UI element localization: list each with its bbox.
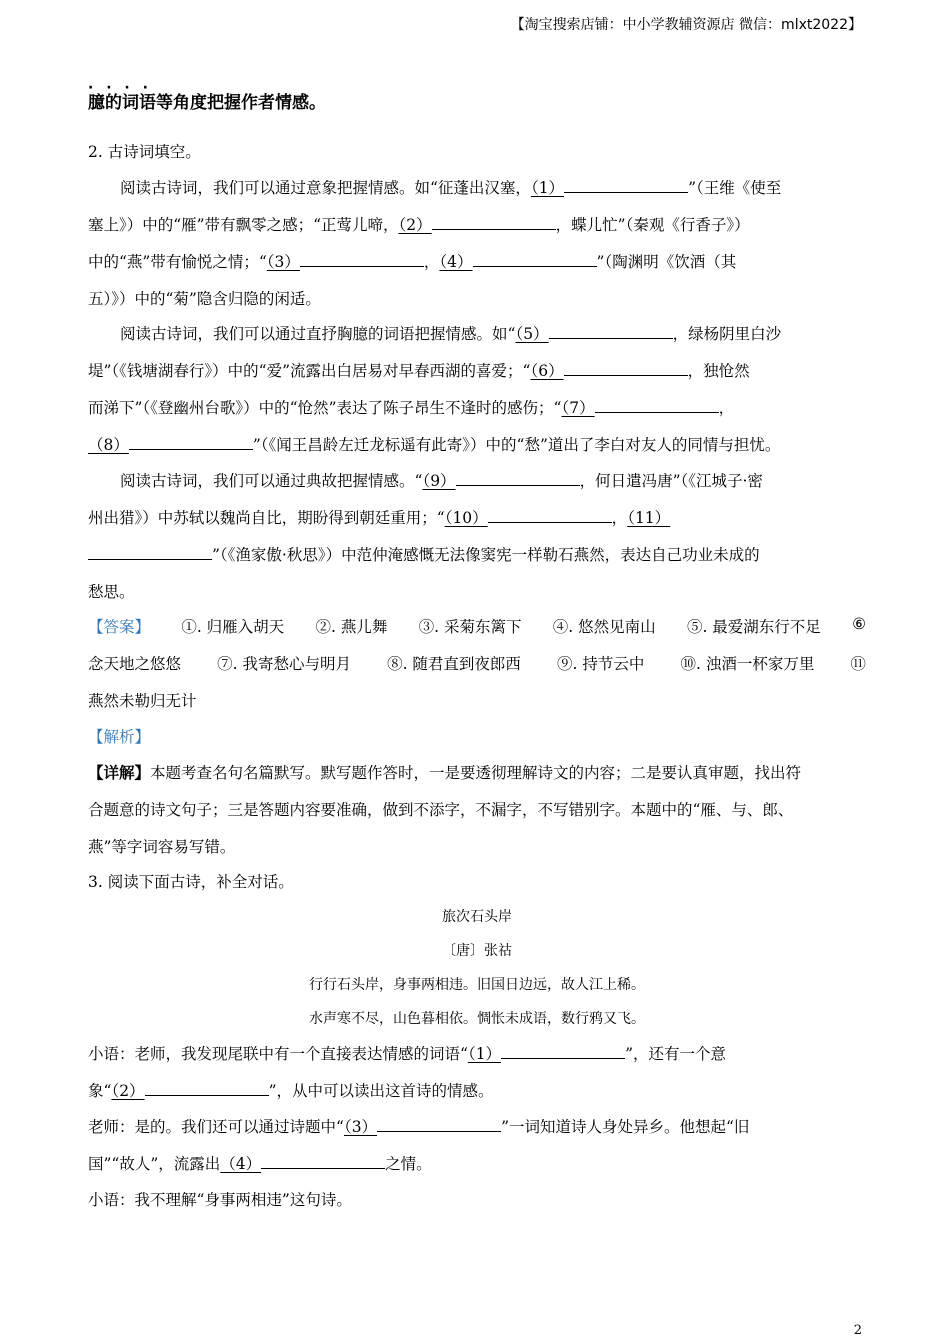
q2-p2-line2: 堤”（《钱塘湖春行》）中的“爱”流露出白居易对早春西湖的喜爱；“（6） ，独怆然 xyxy=(88,362,750,380)
q2-p2-line4: （8） ”（《闻王昌龄左迁龙标遥有此寄》）中的“愁”道出了李白对友人的同情与担忧。 xyxy=(88,436,781,454)
blank-7[interactable]: （7） xyxy=(561,399,595,417)
q3-blank-2-line xyxy=(145,1081,269,1096)
q2-p3-line3: ”（《渔家傲·秋思》）中范仲淹感慨无法像窦宪一样勒石燕然，表达自己功业未成的 xyxy=(88,543,760,565)
blank-3[interactable]: （3） xyxy=(266,253,300,271)
answer-item: ⑩. 浊酒一杯家万里 xyxy=(680,655,815,673)
page-header: 【淘宝搜索店铺：中小学教辅资源店 微信：mlxt2022】 xyxy=(510,17,862,33)
q3-blank-4-line xyxy=(261,1154,385,1169)
q2-title: 2. 古诗词填空。 xyxy=(88,143,201,161)
answer-item: ①. 归雁入胡天 xyxy=(181,618,285,636)
blank-2[interactable]: （2） xyxy=(398,216,432,234)
q3-blank-1-line xyxy=(501,1044,625,1059)
dialogue-line1: 小语：老师，我发现尾联中有一个直接表达情感的词语“（1） ”，还有一个意 xyxy=(88,1045,726,1063)
q2-p1-line1: 阅读古诗词，我们可以通过意象把握情感。如“征蓬出汉塞，（1） ”（王维《使至 xyxy=(120,179,782,197)
blank-5-line xyxy=(549,324,673,339)
blank-8-line xyxy=(129,435,253,450)
q2-p1-line4: 五）》）中的“菊”隐含归隐的闲适。 xyxy=(88,290,321,308)
blank-8[interactable]: （8） xyxy=(88,436,129,454)
answer-item: ⑧. 随君直到夜郎西 xyxy=(387,655,521,673)
q3-title: 3. 阅读下面古诗，补全对话。 xyxy=(88,873,294,891)
q2-p1-line3: 中的“燕”带有愉悦之情；“（3） ，（4） ”（陶渊明《饮酒（其 xyxy=(88,253,737,271)
analysis-label: 【解析】 xyxy=(88,728,151,746)
detail-line1: 【详解】本题考查名句名篇默写。默写题作答时，一是要透彻理解诗文的内容；二是要认真审题，找出符 xyxy=(88,763,802,782)
q3-blank-2[interactable]: （2） xyxy=(111,1082,145,1100)
answer-item: ⑤. 最爱湖东行不足 xyxy=(686,618,821,636)
blank-1-line xyxy=(564,178,688,193)
q3-blank-3[interactable]: （3） xyxy=(343,1118,378,1136)
blank-3-line xyxy=(300,252,424,267)
answer-label: 【答案】 xyxy=(88,618,151,636)
blank-2-line xyxy=(432,215,556,230)
blank-1[interactable]: （1） xyxy=(530,179,565,197)
answer-item: ③. 采菊东篱下 xyxy=(418,618,522,636)
q2-p2-line3: 而涕下”（《登幽州台歌》）中的“怆然”表达了陈子昂生不逢时的感伤；“（7） ， xyxy=(88,399,735,417)
blank-4[interactable]: （4） xyxy=(439,253,473,271)
blank-6-line xyxy=(564,361,688,376)
answer-item: ②. 燕儿舞 xyxy=(315,618,388,636)
poem-author: 〔唐〕张祜 xyxy=(442,943,512,959)
answer-item: ⑨. 持节云中 xyxy=(557,655,645,673)
blank-5[interactable]: （5） xyxy=(515,325,549,343)
blank-9[interactable]: （9） xyxy=(422,472,456,490)
answer-row-3: 燕然未勒归无计 xyxy=(88,692,197,710)
blank-10[interactable]: （10） xyxy=(444,509,488,527)
page-number: 2 xyxy=(853,1323,862,1338)
q2-p2-line1: 阅读古诗词，我们可以通过直抒胸臆的词语把握情感。如“（5） ，绿杨阴里白沙 xyxy=(120,325,782,343)
detail-line3: 燕”等字词容易写错。 xyxy=(88,838,236,856)
blank-4-line xyxy=(473,252,597,267)
dialogue-line5: 小语：我不理解“身事两相违”这句诗。 xyxy=(88,1191,352,1209)
answer-item: ⑦. 我寄愁心与明月 xyxy=(217,655,351,673)
dialogue-line4: 国”“故人”，流露出（4） 之情。 xyxy=(88,1155,432,1173)
q2-p3-line1: 阅读古诗词，我们可以通过典故把握情感。“（9） ，何日遣冯唐”（《江城子·密 xyxy=(120,472,763,490)
q2-p3-line4: 愁思。 xyxy=(88,583,135,601)
blank-9-line xyxy=(456,471,580,486)
poem-title: 旅次石头岸 xyxy=(442,909,512,925)
blank-10-line xyxy=(488,508,612,523)
blank-11[interactable]: （11） xyxy=(627,509,671,527)
answer-item: 念天地之悠悠 xyxy=(88,655,182,673)
answer-row-2 xyxy=(88,652,866,674)
blank-6[interactable]: （6） xyxy=(530,362,564,380)
poem-line-2: 水声寒不尽，山色暮相依。惆怅未成语，数行鸦又飞。 xyxy=(309,1011,645,1027)
q3-blank-3-line xyxy=(377,1117,501,1132)
answer-item: ⑪ xyxy=(850,655,866,673)
poem-line-1: 行行石头岸，身事两相违。旧国日边远，故人江上稀。 xyxy=(309,977,645,993)
q2-p3-line2: 州出猎》）中苏轼以魏尚自比，期盼得到朝廷重用；“（10） ，（11） xyxy=(88,509,671,527)
continued-line: · · · · 臆的词语等角度把握作者情感。 xyxy=(88,80,326,113)
answer-row-1 xyxy=(88,615,866,637)
detail-label: 【详解】 xyxy=(88,763,151,782)
q3-blank-1[interactable]: （1） xyxy=(467,1045,502,1063)
emphasis-marks: · · · · xyxy=(88,80,152,96)
detail-line2: 合题意的诗文句子；三是答题内容要准确，做到不添字，不漏字，不写错别字。本题中的“雁、与、郎、 xyxy=(88,801,794,819)
answer-item: ④. 悠然见南山 xyxy=(552,618,656,636)
blank-11-line xyxy=(88,545,212,560)
answer-item: ⑥ xyxy=(852,615,866,633)
blank-7-line xyxy=(595,398,719,413)
q3-blank-4[interactable]: （4） xyxy=(220,1155,262,1173)
dialogue-line2: 象“（2） ”，从中可以读出这首诗的情感。 xyxy=(88,1082,494,1100)
dialogue-line3: 老师：是的。我们还可以通过诗题中“（3） ”一词知道诗人身处异乡。他想起“旧 xyxy=(88,1118,750,1136)
q2-p1-line2: 塞上》）中的“雁”带有飘零之感；“正莺儿啼，（2） ，蝶儿忙”（秦观《行香子》） xyxy=(88,216,750,234)
